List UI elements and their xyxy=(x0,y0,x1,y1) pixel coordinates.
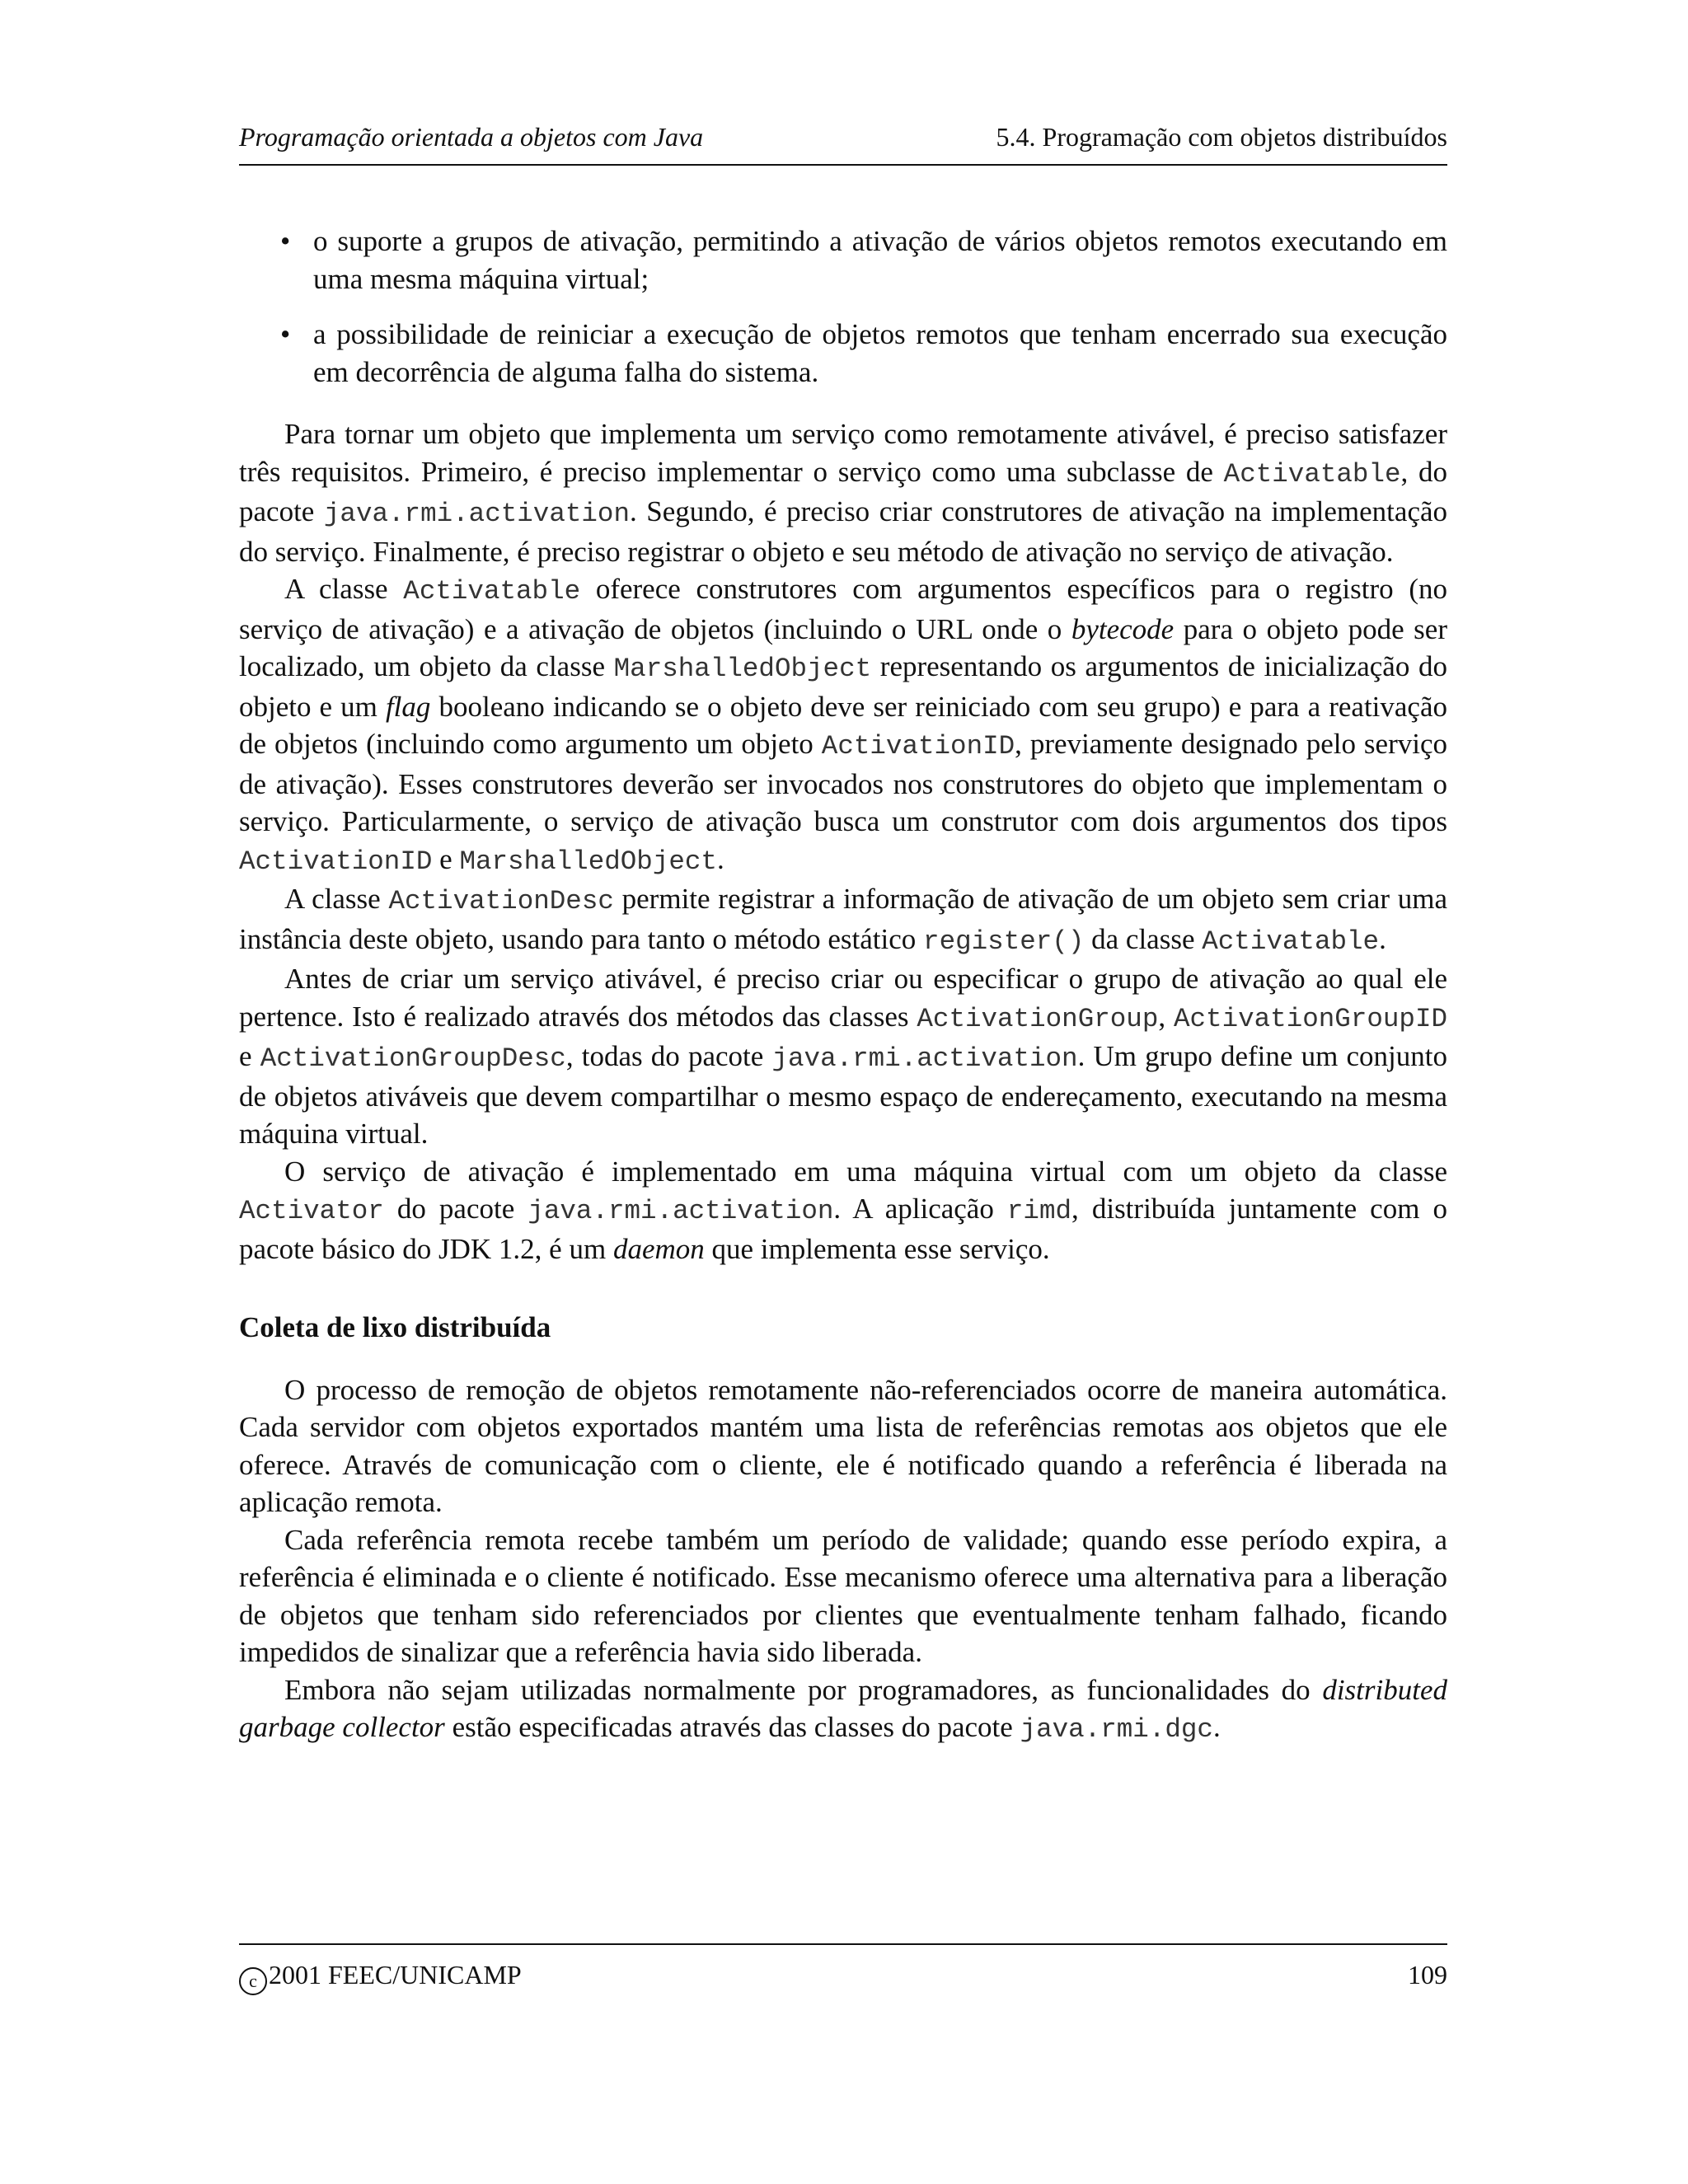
text: . A aplicação xyxy=(833,1193,1007,1225)
code: MarshalledObject xyxy=(613,654,872,684)
code: ActivationDesc xyxy=(388,886,614,916)
bullet-list xyxy=(239,223,1447,391)
text: e xyxy=(432,842,460,875)
text: Antes de criar um serviço ativável, é preciso criar ou especificar o grupo de ativação ao qual ele pertence. Isto é realizado através dos métodos das classes xyxy=(239,963,1447,1033)
page-number: 109 xyxy=(1408,1960,1447,1990)
section-heading: Coleta de lixo distribuída xyxy=(239,1311,551,1343)
bullet-icon: • xyxy=(280,318,291,350)
text: Para tornar um objeto que implementa um serviço como remotamente ativável, é preciso satisfazer três requisitos. Primeiro, é preciso implementar o serviço como uma subclasse de xyxy=(239,418,1447,488)
code: MarshalledObject xyxy=(459,846,717,877)
text: A classe xyxy=(284,573,404,605)
code: Activatable xyxy=(1223,458,1401,490)
text: representando os argumentos de inicialização do objeto e um xyxy=(239,650,1447,723)
code: register() xyxy=(923,926,1085,957)
text: que implementa esse serviço. xyxy=(704,1232,1050,1265)
text: , distribuída juntamente com o pacote básico do JDK 1.2, é um xyxy=(239,1193,1447,1265)
bullet-item xyxy=(239,223,1447,298)
code: ActivationID xyxy=(239,846,433,877)
code: Activator xyxy=(239,1196,384,1226)
emphasis: flag xyxy=(385,690,431,723)
code: ActivationGroupID xyxy=(1173,1003,1448,1034)
text: O serviço de ativação é implementado em uma máquina virtual com um objeto da classe xyxy=(284,1155,1447,1188)
text: . Segundo, é preciso criar construtores de ativação na implementação do serviço. Finalmente, é preciso registrar o objeto e seu método de ativação no serviço de ativação. xyxy=(239,495,1448,568)
bullet-icon: • xyxy=(280,225,291,257)
paragraph xyxy=(239,1671,1447,1749)
code: ActivationGroup xyxy=(917,1003,1159,1034)
text: , do pacote xyxy=(239,455,1448,527)
text: A classe xyxy=(284,883,389,915)
text: . xyxy=(1379,922,1386,955)
header-section-title: 5.4. Programação com objetos distribuídos xyxy=(996,122,1447,152)
text: permite registrar a informação de ativação de um objeto sem criar uma instância deste objeto, usando para tanto o método estático xyxy=(239,883,1447,955)
bullet-text: o suporte a grupos de ativação, permitindo a ativação de vários objetos remotos executando em uma mesma máquina virtual; xyxy=(313,225,1447,295)
copyright-icon: c xyxy=(239,1967,267,1995)
code: java.rmi.activation xyxy=(323,499,630,529)
paragraph xyxy=(239,1153,1447,1268)
copyright-notice xyxy=(239,1960,522,1995)
text: estão especificadas através das classes do pacote xyxy=(444,1711,1020,1743)
text: , todas do pacote xyxy=(565,1040,772,1072)
code: rimd xyxy=(1006,1196,1072,1226)
emphasis: distributed garbage collector xyxy=(239,1673,1447,1743)
code: ActivationGroupDesc xyxy=(260,1043,566,1074)
paragraph xyxy=(239,960,1447,1153)
emphasis: daemon xyxy=(612,1232,705,1265)
paragraph xyxy=(239,880,1447,960)
code: Activatable xyxy=(403,576,581,607)
text: da classe xyxy=(1084,922,1203,955)
code: java.rmi.activation xyxy=(771,1043,1078,1074)
bullet-text: a possibilidade de reiniciar a execução de objetos remotos que tenham encerrado sua execução em decorrência de alguma falha do sistema. xyxy=(313,318,1447,388)
text: para o objeto pode ser localizado, um objeto da classe xyxy=(239,612,1447,682)
paragraph: O processo de remoção de objetos remotamente não-referenciados ocorre de maneira automática. Cada servidor com objetos exportados mantém uma lista de referências remotas aos objetos que ele oferece. Através de comunicação com o cliente, ele é notificado quando a referência é liberada na aplicação remota. xyxy=(239,1373,1447,1518)
bullet-item xyxy=(239,316,1447,391)
copyright-text: 2001 FEEC/UNICAMP xyxy=(269,1960,522,1990)
code: java.rmi.dgc xyxy=(1020,1714,1213,1745)
page-header xyxy=(239,122,1447,166)
code: Activatable xyxy=(1202,926,1380,957)
emphasis: bytecode xyxy=(1071,612,1175,645)
text: . xyxy=(1212,1711,1221,1743)
text: oferece construtores com argumentos específicos para o registro (no serviço de ativação) e a ativação de objetos (incluindo o URL onde o xyxy=(239,573,1447,645)
page-footer xyxy=(239,1943,1447,1995)
paragraph xyxy=(239,415,1447,570)
text: e xyxy=(239,1040,260,1072)
text: , previamente designado pelo serviço de ativação). Esses construtores deverão ser invocados nos construtores do objeto que implementam o serviço. Particularmente, o serviço de ativação busca um construtor com dois argumentos dos tipos xyxy=(239,728,1447,837)
text: booleano indicando se o objeto deve ser reiniciado com seu grupo) e para a reativação de objetos (incluindo como argumento um objeto xyxy=(239,690,1447,760)
text: do pacote xyxy=(383,1193,528,1225)
text: , xyxy=(1158,1000,1174,1033)
text: . Um grupo define um conjunto de objetos ativáveis que devem compartilhar o mesmo espaço de endereçamento, executando na mesma máquina virtual. xyxy=(239,1040,1447,1150)
header-book-title: Programação orientada a objetos com Java xyxy=(239,122,704,152)
page-body xyxy=(239,223,1447,1749)
paragraph xyxy=(239,570,1447,880)
code: java.rmi.activation xyxy=(528,1196,834,1226)
text: Embora não sejam utilizadas normalmente por programadores, as funcionalidades do xyxy=(284,1673,1323,1706)
code: ActivationID xyxy=(821,731,1015,762)
text: . xyxy=(716,842,724,875)
paragraph: Cada referência remota recebe também um período de validade; quando esse período expira, a referência é eliminada e o cliente é notificado. Esse mecanismo oferece uma alternativa para a liberação de objetos que tenham sido referenciados por clientes que eventualmente tenham falhado, ficando impedidos de sinalizar que a referência havia sido liberada. xyxy=(239,1523,1447,1668)
